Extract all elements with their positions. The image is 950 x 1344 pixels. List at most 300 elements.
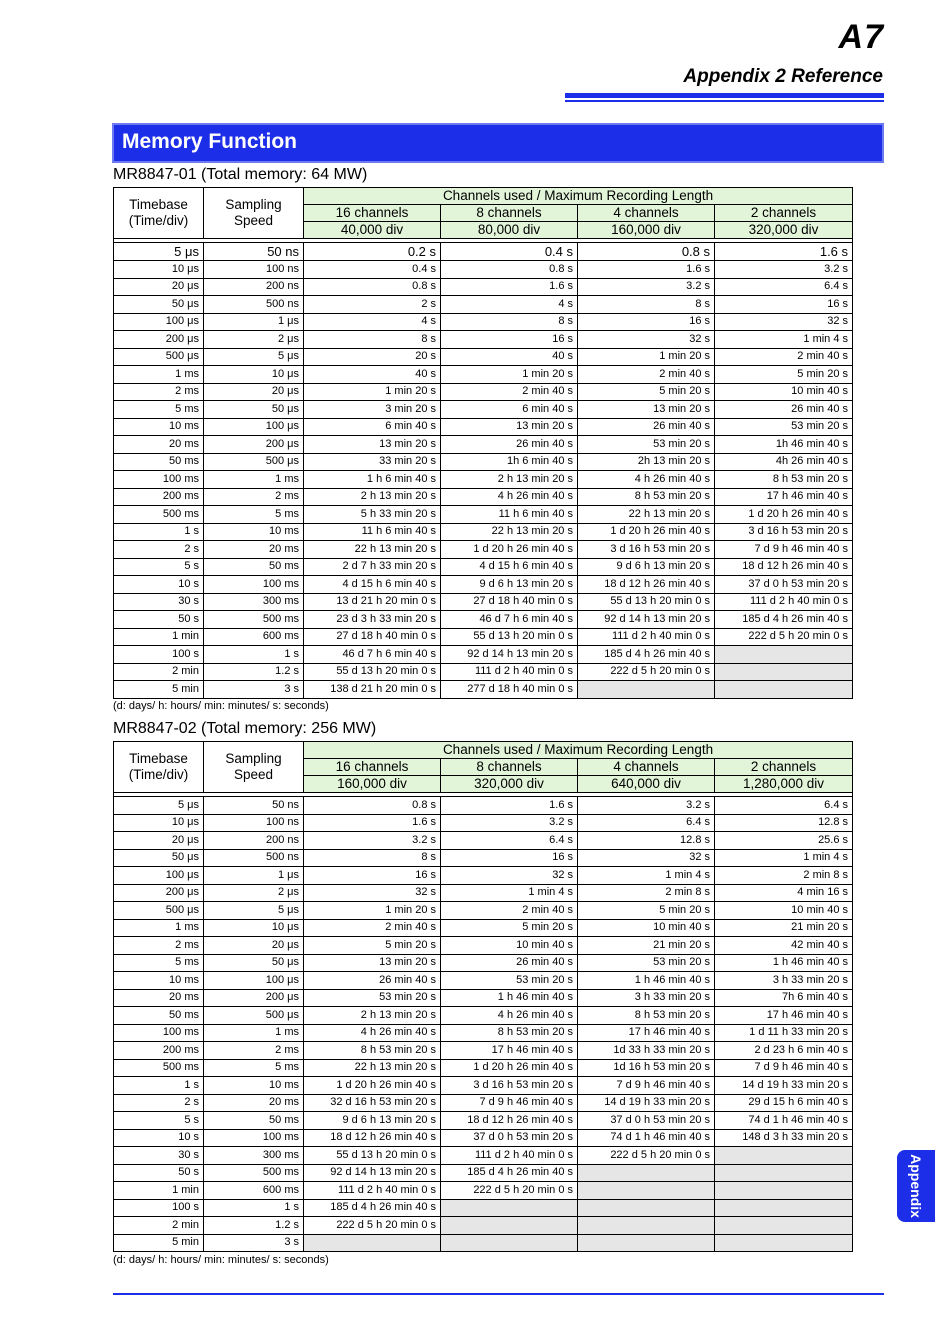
length-cell: 26 min 40 s: [578, 418, 715, 436]
length-cell: 8 s: [304, 849, 441, 867]
table-row: [114, 611, 853, 629]
length-cell: [715, 1147, 853, 1165]
table-row: [114, 488, 853, 506]
length-cell: 13 min 20 s: [441, 418, 578, 436]
length-cell: 8 h 53 min 20 s: [715, 471, 853, 489]
length-cell: [715, 663, 853, 681]
length-cell: 185 d 4 h 26 min 40 s: [578, 646, 715, 664]
length-cell: 185 d 4 h 26 min 40 s: [715, 611, 853, 629]
footer-rule: [113, 1293, 884, 1295]
channel-header: 8 channels: [441, 759, 578, 776]
sampling-cell: 200 μs: [204, 989, 304, 1007]
timebase-cell: 100 s: [114, 646, 204, 664]
timebase-header: [114, 742, 204, 793]
length-cell: 0.8 s: [441, 261, 578, 279]
length-cell: 37 d 0 h 53 min 20 s: [441, 1129, 578, 1147]
timebase-cell: 1 s: [114, 1077, 204, 1095]
timebase-cell: 30 s: [114, 1147, 204, 1165]
table-row: [114, 278, 853, 296]
timebase-cell: 200 μs: [114, 884, 204, 902]
table-row: [114, 1164, 853, 1182]
length-cell: 17 h 46 min 40 s: [715, 1007, 853, 1025]
length-cell: 1 h 46 min 40 s: [441, 989, 578, 1007]
table-row: [114, 1182, 853, 1200]
length-cell: 0.2 s: [304, 243, 441, 261]
table-row: [114, 1199, 853, 1217]
length-cell: 40 s: [304, 366, 441, 384]
length-cell: 42 min 40 s: [715, 937, 853, 955]
header-rule: [565, 93, 884, 98]
length-cell: 6.4 s: [715, 278, 853, 296]
table-title: MR8847-01 (Total memory: 64 MW): [113, 166, 368, 183]
timebase-cell: 10 ms: [114, 418, 204, 436]
length-cell: 6 min 40 s: [304, 418, 441, 436]
length-cell: 6.4 s: [441, 832, 578, 850]
length-cell: [441, 1199, 578, 1217]
sampling-cell: 50 ms: [204, 558, 304, 576]
length-cell: 8 s: [441, 313, 578, 331]
sampling-cell: 500 μs: [204, 453, 304, 471]
table-row: [114, 1112, 853, 1130]
length-cell: 0.8 s: [304, 797, 441, 815]
length-cell: 2 min 40 s: [304, 919, 441, 937]
timebase-cell: 100 ms: [114, 471, 204, 489]
sampling-cell: 1 μs: [204, 867, 304, 885]
length-cell: 9 d 6 h 13 min 20 s: [304, 1112, 441, 1130]
table-row: [114, 1007, 853, 1025]
length-cell: 8 h 53 min 20 s: [304, 1042, 441, 1060]
length-cell: 4 s: [441, 296, 578, 314]
length-cell: 5 min 20 s: [578, 383, 715, 401]
length-cell: 8 h 53 min 20 s: [578, 488, 715, 506]
length-cell: [578, 1199, 715, 1217]
length-cell: 0.8 s: [304, 278, 441, 296]
length-cell: 111 d 2 h 40 min 0 s: [441, 663, 578, 681]
table-row: [114, 1147, 853, 1165]
length-cell: [715, 1164, 853, 1182]
table-row: [114, 576, 853, 594]
table-row: [114, 628, 853, 646]
table-row: [114, 558, 853, 576]
length-cell: 1h 46 min 40 s: [715, 436, 853, 454]
length-cell: [578, 1164, 715, 1182]
length-cell: 7 d 9 h 46 min 40 s: [441, 1094, 578, 1112]
table-row: [114, 1024, 853, 1042]
channel-header: 4 channels: [578, 205, 715, 222]
length-cell: 4 h 26 min 40 s: [441, 488, 578, 506]
sampling-cell: 1.2 s: [204, 1217, 304, 1235]
sampling-cell: 100 μs: [204, 418, 304, 436]
length-cell: 2 s: [304, 296, 441, 314]
length-cell: 4 d 15 h 6 min 40 s: [304, 576, 441, 594]
length-cell: [441, 1234, 578, 1252]
length-cell: 33 min 20 s: [304, 453, 441, 471]
sampling-cell: 5 ms: [204, 506, 304, 524]
length-cell: 9 d 6 h 13 min 20 s: [578, 558, 715, 576]
timebase-cell: 1 ms: [114, 919, 204, 937]
timebase-cell: 10 μs: [114, 814, 204, 832]
sampling-cell: 100 ns: [204, 814, 304, 832]
length-cell: 7h 6 min 40 s: [715, 989, 853, 1007]
length-cell: [441, 1217, 578, 1235]
timebase-cell: 50 s: [114, 1164, 204, 1182]
channel-header: 2 channels: [715, 205, 853, 222]
length-cell: 7 d 9 h 46 min 40 s: [715, 541, 853, 559]
timebase-cell: 2 ms: [114, 383, 204, 401]
sampling-cell: 50 μs: [204, 401, 304, 419]
length-cell: [715, 681, 853, 699]
table-row: [114, 593, 853, 611]
length-cell: 32 d 16 h 53 min 20 s: [304, 1094, 441, 1112]
length-cell: 138 d 21 h 20 min 0 s: [304, 681, 441, 699]
length-cell: 111 d 2 h 40 min 0 s: [304, 1182, 441, 1200]
length-cell: 1h 6 min 40 s: [441, 453, 578, 471]
sampling-cell: 2 μs: [204, 331, 304, 349]
length-cell: 46 d 7 h 6 min 40 s: [304, 646, 441, 664]
length-cell: 10 min 40 s: [441, 937, 578, 955]
length-cell: 5 min 20 s: [304, 937, 441, 955]
length-cell: 2 d 23 h 6 min 40 s: [715, 1042, 853, 1060]
timebase-cell: 2 min: [114, 1217, 204, 1235]
length-cell: 1 d 20 h 26 min 40 s: [441, 1059, 578, 1077]
timebase-cell: 5 ms: [114, 401, 204, 419]
length-cell: 1 h 46 min 40 s: [578, 972, 715, 990]
length-cell: 1d 16 h 53 min 20 s: [578, 1059, 715, 1077]
sampling-cell: 1 s: [204, 646, 304, 664]
div-header: 40,000 div: [304, 222, 441, 239]
length-cell: [578, 1182, 715, 1200]
sampling-cell: 500 ns: [204, 849, 304, 867]
length-cell: 11 h 6 min 40 s: [441, 506, 578, 524]
length-cell: 222 d 5 h 20 min 0 s: [715, 628, 853, 646]
length-cell: 32 s: [441, 867, 578, 885]
length-cell: 2h 13 min 20 s: [578, 453, 715, 471]
table-row: [114, 418, 853, 436]
table-row: [114, 849, 853, 867]
div-header: 640,000 div: [578, 776, 715, 793]
length-cell: 1 d 20 h 26 min 40 s: [304, 1077, 441, 1095]
length-cell: 16 s: [441, 331, 578, 349]
length-cell: 21 min 20 s: [715, 919, 853, 937]
length-cell: [715, 1234, 853, 1252]
channels-group-header: Channels used / Maximum Recording Length: [304, 188, 853, 205]
table-row: [114, 1042, 853, 1060]
sampling-header-label: Sampling Speed: [225, 197, 282, 228]
timebase-cell: 30 s: [114, 593, 204, 611]
length-cell: [715, 1199, 853, 1217]
table-title: MR8847-02 (Total memory: 256 MW): [113, 720, 377, 737]
table-row: [114, 884, 853, 902]
sampling-cell: 600 ms: [204, 628, 304, 646]
channels-group-header: Channels used / Maximum Recording Length: [304, 742, 853, 759]
sampling-cell: 10 ms: [204, 523, 304, 541]
table-row: [114, 646, 853, 664]
table-row: [114, 436, 853, 454]
length-cell: 25.6 s: [715, 832, 853, 850]
sampling-cell: 3 s: [204, 1234, 304, 1252]
timebase-cell: 1 ms: [114, 366, 204, 384]
length-cell: 2 h 13 min 20 s: [441, 471, 578, 489]
memory-table-mr8847-02: [113, 741, 853, 1252]
memory-table-mr8847-01: [113, 187, 853, 699]
length-cell: 26 min 40 s: [441, 436, 578, 454]
length-cell: 111 d 2 h 40 min 0 s: [578, 628, 715, 646]
timebase-cell: 10 s: [114, 1129, 204, 1147]
length-cell: 1 h 46 min 40 s: [715, 954, 853, 972]
length-cell: 20 s: [304, 348, 441, 366]
timebase-cell: 500 ms: [114, 1059, 204, 1077]
table-row: [114, 1217, 853, 1235]
length-cell: 26 min 40 s: [304, 972, 441, 990]
length-cell: 13 min 20 s: [578, 401, 715, 419]
length-cell: 53 min 20 s: [304, 989, 441, 1007]
timebase-cell: 2 ms: [114, 937, 204, 955]
sampling-cell: 1 μs: [204, 313, 304, 331]
table-row: [114, 366, 853, 384]
length-cell: 13 min 20 s: [304, 954, 441, 972]
length-cell: 111 d 2 h 40 min 0 s: [441, 1147, 578, 1165]
length-cell: 222 d 5 h 20 min 0 s: [304, 1217, 441, 1235]
sampling-cell: 2 μs: [204, 884, 304, 902]
div-header: 160,000 div: [304, 776, 441, 793]
table-row: [114, 331, 853, 349]
length-cell: 92 d 14 h 13 min 20 s: [441, 646, 578, 664]
timebase-cell: 500 ms: [114, 506, 204, 524]
channel-header: 2 channels: [715, 759, 853, 776]
length-cell: 17 h 46 min 40 s: [578, 1024, 715, 1042]
timebase-cell: 5 ms: [114, 954, 204, 972]
length-cell: 1 d 20 h 26 min 40 s: [441, 541, 578, 559]
sampling-cell: 50 μs: [204, 954, 304, 972]
table-row: [114, 243, 853, 261]
length-cell: 10 min 40 s: [715, 902, 853, 920]
length-cell: 1d 33 h 33 min 20 s: [578, 1042, 715, 1060]
timebase-cell: 100 μs: [114, 867, 204, 885]
length-cell: 2 min 40 s: [441, 902, 578, 920]
length-cell: 16 s: [441, 849, 578, 867]
length-cell: 1.6 s: [441, 797, 578, 815]
table-row: [114, 832, 853, 850]
length-cell: 13 d 21 h 20 min 0 s: [304, 593, 441, 611]
table-row: [114, 1077, 853, 1095]
length-cell: 0.8 s: [578, 243, 715, 261]
length-cell: 6.4 s: [715, 797, 853, 815]
length-cell: 2 min 8 s: [578, 884, 715, 902]
table-row: [114, 348, 853, 366]
length-cell: 277 d 18 h 40 min 0 s: [441, 681, 578, 699]
length-cell: 22 h 13 min 20 s: [578, 506, 715, 524]
length-cell: 46 d 7 h 6 min 40 s: [441, 611, 578, 629]
length-cell: 1 h 6 min 40 s: [304, 471, 441, 489]
length-cell: 3 d 16 h 53 min 20 s: [715, 523, 853, 541]
timebase-cell: 50 μs: [114, 849, 204, 867]
timebase-cell: 2 s: [114, 541, 204, 559]
table-row: [114, 814, 853, 832]
length-cell: 26 min 40 s: [715, 401, 853, 419]
appendix-side-tab[interactable]: [897, 1150, 935, 1222]
table-row: [114, 296, 853, 314]
length-cell: 1 min 20 s: [578, 348, 715, 366]
length-cell: 1 min 4 s: [715, 849, 853, 867]
sampling-cell: 5 ms: [204, 1059, 304, 1077]
length-cell: 222 d 5 h 20 min 0 s: [578, 663, 715, 681]
length-cell: 10 min 40 s: [715, 383, 853, 401]
length-cell: 26 min 40 s: [441, 954, 578, 972]
sampling-cell: 10 ms: [204, 1077, 304, 1095]
length-cell: 222 d 5 h 20 min 0 s: [578, 1147, 715, 1165]
length-cell: 16 s: [715, 296, 853, 314]
length-cell: 27 d 18 h 40 min 0 s: [304, 628, 441, 646]
timebase-cell: 2 min: [114, 663, 204, 681]
length-cell: 3.2 s: [304, 832, 441, 850]
length-cell: 22 h 13 min 20 s: [441, 523, 578, 541]
length-cell: 12.8 s: [578, 832, 715, 850]
timebase-cell: 20 ms: [114, 436, 204, 454]
length-cell: 37 d 0 h 53 min 20 s: [578, 1112, 715, 1130]
table-row: [114, 972, 853, 990]
sampling-cell: 600 ms: [204, 1182, 304, 1200]
length-cell: 9 d 6 h 13 min 20 s: [441, 576, 578, 594]
header-rule-thin: [565, 100, 884, 102]
length-cell: 13 min 20 s: [304, 436, 441, 454]
length-cell: 4 h 26 min 40 s: [441, 1007, 578, 1025]
length-cell: 148 d 3 h 33 min 20 s: [715, 1129, 853, 1147]
table-row: [114, 867, 853, 885]
table-row: [114, 1129, 853, 1147]
length-cell: 2 h 13 min 20 s: [304, 488, 441, 506]
length-cell: 92 d 14 h 13 min 20 s: [578, 611, 715, 629]
table-body: [114, 243, 853, 699]
length-cell: 185 d 4 h 26 min 40 s: [304, 1199, 441, 1217]
timebase-cell: 1 min: [114, 1182, 204, 1200]
sampling-cell: 10 μs: [204, 366, 304, 384]
length-cell: 3 h 33 min 20 s: [578, 989, 715, 1007]
timebase-cell: 2 s: [114, 1094, 204, 1112]
timebase-cell: 20 μs: [114, 832, 204, 850]
sampling-cell: 20 ms: [204, 541, 304, 559]
length-cell: 111 d 2 h 40 min 0 s: [715, 593, 853, 611]
page-number: A7: [838, 18, 884, 56]
length-cell: 1 min 20 s: [304, 902, 441, 920]
table-row: [114, 1059, 853, 1077]
sampling-header: [204, 742, 304, 793]
length-cell: 1 d 20 h 26 min 40 s: [715, 506, 853, 524]
table-row: [114, 506, 853, 524]
length-cell: 11 h 6 min 40 s: [304, 523, 441, 541]
channel-header: 16 channels: [304, 759, 441, 776]
sampling-cell: 5 μs: [204, 348, 304, 366]
timebase-cell: 50 μs: [114, 296, 204, 314]
length-cell: 14 d 19 h 33 min 20 s: [578, 1094, 715, 1112]
timebase-cell: 5 s: [114, 1112, 204, 1130]
sampling-cell: 5 μs: [204, 902, 304, 920]
div-header: 160,000 div: [578, 222, 715, 239]
length-cell: 4 min 16 s: [715, 884, 853, 902]
sampling-cell: 2 ms: [204, 1042, 304, 1060]
table-row: [114, 681, 853, 699]
timebase-cell: 10 μs: [114, 261, 204, 279]
length-cell: 0.4 s: [441, 243, 578, 261]
sampling-header-label: Sampling Speed: [225, 751, 282, 782]
sampling-cell: 20 μs: [204, 383, 304, 401]
sampling-cell: 200 ns: [204, 278, 304, 296]
table-row: [114, 902, 853, 920]
sampling-cell: 20 ms: [204, 1094, 304, 1112]
timebase-cell: 100 ms: [114, 1024, 204, 1042]
length-cell: 1 min 20 s: [441, 366, 578, 384]
table-row: [114, 954, 853, 972]
table-row: [114, 313, 853, 331]
length-cell: [578, 1217, 715, 1235]
timebase-cell: 500 μs: [114, 348, 204, 366]
sampling-cell: 300 ms: [204, 1147, 304, 1165]
length-cell: 16 s: [304, 867, 441, 885]
length-cell: 40 s: [441, 348, 578, 366]
length-cell: 3 d 16 h 53 min 20 s: [578, 541, 715, 559]
appendix-tab-label: Appendix: [908, 1154, 924, 1218]
length-cell: 4 s: [304, 313, 441, 331]
length-cell: 4 h 26 min 40 s: [304, 1024, 441, 1042]
length-cell: 29 d 15 h 6 min 40 s: [715, 1094, 853, 1112]
length-cell: 4h 26 min 40 s: [715, 453, 853, 471]
length-cell: 32 s: [578, 849, 715, 867]
length-cell: 7 d 9 h 46 min 40 s: [578, 1077, 715, 1095]
sampling-cell: 200 ns: [204, 832, 304, 850]
sampling-cell: 3 s: [204, 681, 304, 699]
length-cell: 10 min 40 s: [578, 919, 715, 937]
sampling-cell: 20 μs: [204, 937, 304, 955]
length-cell: [578, 681, 715, 699]
length-cell: 3.2 s: [578, 797, 715, 815]
timebase-header-label: Timebase (Time/div): [128, 751, 189, 782]
sampling-cell: 500 ns: [204, 296, 304, 314]
length-cell: 222 d 5 h 20 min 0 s: [441, 1182, 578, 1200]
timebase-cell: 1 s: [114, 523, 204, 541]
sampling-cell: 10 μs: [204, 919, 304, 937]
length-cell: 27 d 18 h 40 min 0 s: [441, 593, 578, 611]
length-cell: 2 min 8 s: [715, 867, 853, 885]
length-cell: 55 d 13 h 20 min 0 s: [578, 593, 715, 611]
length-cell: 5 min 20 s: [715, 366, 853, 384]
div-header: 320,000 div: [715, 222, 853, 239]
sampling-cell: 50 ns: [204, 243, 304, 261]
div-header: 1,280,000 div: [715, 776, 853, 793]
timebase-cell: 200 ms: [114, 1042, 204, 1060]
sampling-cell: 200 μs: [204, 436, 304, 454]
table-row: [114, 1094, 853, 1112]
length-cell: 16 s: [578, 313, 715, 331]
timebase-header-label: Timebase (Time/div): [128, 197, 189, 228]
length-cell: 32 s: [304, 884, 441, 902]
timebase-cell: 200 μs: [114, 331, 204, 349]
table-row: [114, 919, 853, 937]
length-cell: 0.4 s: [304, 261, 441, 279]
table-row: [114, 453, 853, 471]
table-row: [114, 541, 853, 559]
sampling-cell: 50 ns: [204, 797, 304, 815]
sampling-cell: 300 ms: [204, 593, 304, 611]
length-cell: 6.4 s: [578, 814, 715, 832]
length-cell: 22 h 13 min 20 s: [304, 1059, 441, 1077]
length-cell: 1 min 4 s: [715, 331, 853, 349]
timebase-cell: 20 μs: [114, 278, 204, 296]
length-cell: 3 min 20 s: [304, 401, 441, 419]
length-cell: 3.2 s: [715, 261, 853, 279]
timebase-cell: 5 min: [114, 1234, 204, 1252]
length-cell: 32 s: [715, 313, 853, 331]
length-cell: 1.6 s: [441, 278, 578, 296]
sampling-cell: 50 ms: [204, 1112, 304, 1130]
